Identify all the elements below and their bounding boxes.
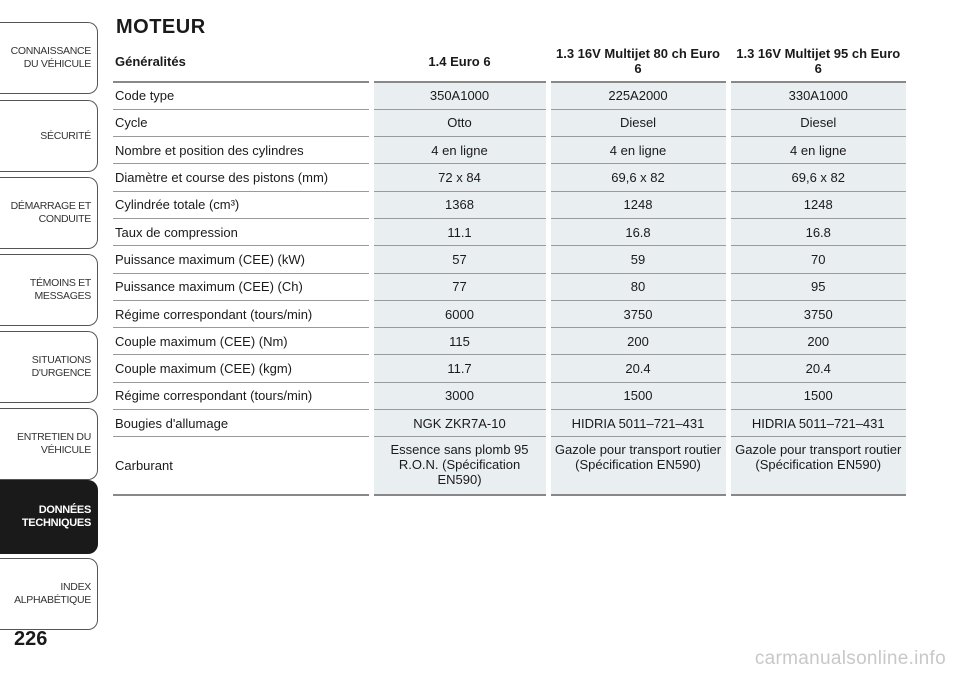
table-row (113, 300, 906, 327)
spec-value: 11.1 (371, 218, 548, 245)
table-row (113, 355, 906, 382)
row-label: Diamètre et course des pistons (mm) (113, 164, 371, 191)
spec-value: Gazole pour transport routier (Spécification EN590) (728, 437, 906, 495)
spec-value: 59 (548, 246, 728, 273)
chapter-tab-4[interactable] (0, 254, 98, 326)
spec-value: NGK ZKR7A-10 (371, 410, 548, 437)
spec-value: 115 (371, 328, 548, 355)
table-row (113, 137, 906, 164)
spec-value: Diesel (728, 109, 906, 136)
spec-value: 3000 (371, 382, 548, 409)
header-engine-multijet-95: 1.3 16V Multijet 95 ch Euro 6 (728, 44, 906, 82)
spec-value: 1368 (371, 191, 548, 218)
row-label: Taux de compression (113, 218, 371, 245)
table-row (113, 273, 906, 300)
spec-value: 72 x 84 (371, 164, 548, 191)
chapter-tab-label: CONNAISSANCE DU VÉHICULE (10, 45, 91, 70)
spec-value: 95 (728, 273, 906, 300)
table-row (113, 82, 906, 109)
engine-specs-table (113, 44, 906, 496)
spec-value: 200 (548, 328, 728, 355)
chapter-tab-2[interactable] (0, 100, 98, 172)
spec-value: HIDRIA 5011–721–431 (548, 410, 728, 437)
spec-value: 77 (371, 273, 548, 300)
table-header-row (113, 44, 906, 82)
row-label: Cylindrée totale (cm³) (113, 191, 371, 218)
spec-value: 4 en ligne (371, 137, 548, 164)
table-row (113, 410, 906, 437)
chapter-tab-6[interactable] (0, 408, 98, 480)
chapter-tab-label: TÉMOINS ET MESSAGES (29, 277, 91, 302)
spec-value: 6000 (371, 300, 548, 327)
spec-value: 3750 (548, 300, 728, 327)
spec-value: 69,6 x 82 (728, 164, 906, 191)
page-number: 226 (14, 628, 48, 650)
row-label: Puissance maximum (CEE) (Ch) (113, 273, 371, 300)
table-row (113, 382, 906, 409)
row-label: Couple maximum (CEE) (kgm) (113, 355, 371, 382)
spec-value: 1500 (728, 382, 906, 409)
spec-value: 4 en ligne (548, 137, 728, 164)
spec-value: 11.7 (371, 355, 548, 382)
spec-value: 1248 (548, 191, 728, 218)
header-engine-1-4: 1.4 Euro 6 (371, 44, 548, 82)
chapter-tab-1[interactable] (0, 22, 98, 94)
row-label: Code type (113, 82, 371, 109)
table-row (113, 218, 906, 245)
table-row (113, 246, 906, 273)
spec-value: 20.4 (548, 355, 728, 382)
spec-value: 3750 (728, 300, 906, 327)
row-label: Cycle (113, 109, 371, 136)
spec-value: 4 en ligne (728, 137, 906, 164)
chapter-tab-8[interactable] (0, 558, 98, 630)
header-engine-multijet-80: 1.3 16V Multijet 80 ch Euro 6 (548, 44, 728, 82)
spec-value: HIDRIA 5011–721–431 (728, 410, 906, 437)
chapter-tab-label: ENTRETIEN DU VÉHICULE (17, 431, 91, 456)
spec-value: Otto (371, 109, 548, 136)
spec-value: 1248 (728, 191, 906, 218)
chapter-tab-label: DÉMARRAGE ET CONDUITE (10, 200, 91, 225)
spec-value: 70 (728, 246, 906, 273)
chapter-tab-label: SÉCURITÉ (40, 129, 91, 142)
spec-value: Essence sans plomb 95 R.O.N. (Spécification EN590) (371, 437, 548, 495)
header-generalites: Généralités (113, 44, 371, 82)
watermark: carmanualsonline.info (754, 648, 946, 669)
chapter-tab-5[interactable] (0, 331, 98, 403)
row-label: Nombre et position des cylindres (113, 137, 371, 164)
chapter-tab-label: SITUATIONS D'URGENCE (31, 354, 91, 379)
spec-value: 69,6 x 82 (548, 164, 728, 191)
spec-value: 16.8 (548, 218, 728, 245)
table-row (113, 109, 906, 136)
spec-value: 330A1000 (728, 82, 906, 109)
spec-value: 80 (548, 273, 728, 300)
row-label: Régime correspondant (tours/min) (113, 382, 371, 409)
spec-value: 225A2000 (548, 82, 728, 109)
spec-value: Gazole pour transport routier (Spécification EN590) (548, 437, 728, 495)
spec-value: Diesel (548, 109, 728, 136)
table-row (113, 164, 906, 191)
chapter-tab-label: INDEX ALPHABÉTIQUE (14, 581, 91, 606)
spec-value: 57 (371, 246, 548, 273)
spec-value: 20.4 (728, 355, 906, 382)
table-row (113, 191, 906, 218)
chapter-tab-3[interactable] (0, 177, 98, 249)
row-label: Puissance maximum (CEE) (kW) (113, 246, 371, 273)
spec-value: 16.8 (728, 218, 906, 245)
row-label: Carburant (113, 437, 371, 495)
row-label: Bougies d'allumage (113, 410, 371, 437)
row-label: Régime correspondant (tours/min) (113, 300, 371, 327)
spec-value: 350A1000 (371, 82, 548, 109)
spec-value: 200 (728, 328, 906, 355)
section-title: MOTEUR (116, 16, 206, 38)
table-row (113, 437, 906, 495)
table-row (113, 328, 906, 355)
chapter-tab-label: DONNÉES TECHNIQUES (21, 504, 91, 529)
row-label: Couple maximum (CEE) (Nm) (113, 328, 371, 355)
spec-value: 1500 (548, 382, 728, 409)
chapter-tab-7[interactable] (0, 480, 98, 554)
